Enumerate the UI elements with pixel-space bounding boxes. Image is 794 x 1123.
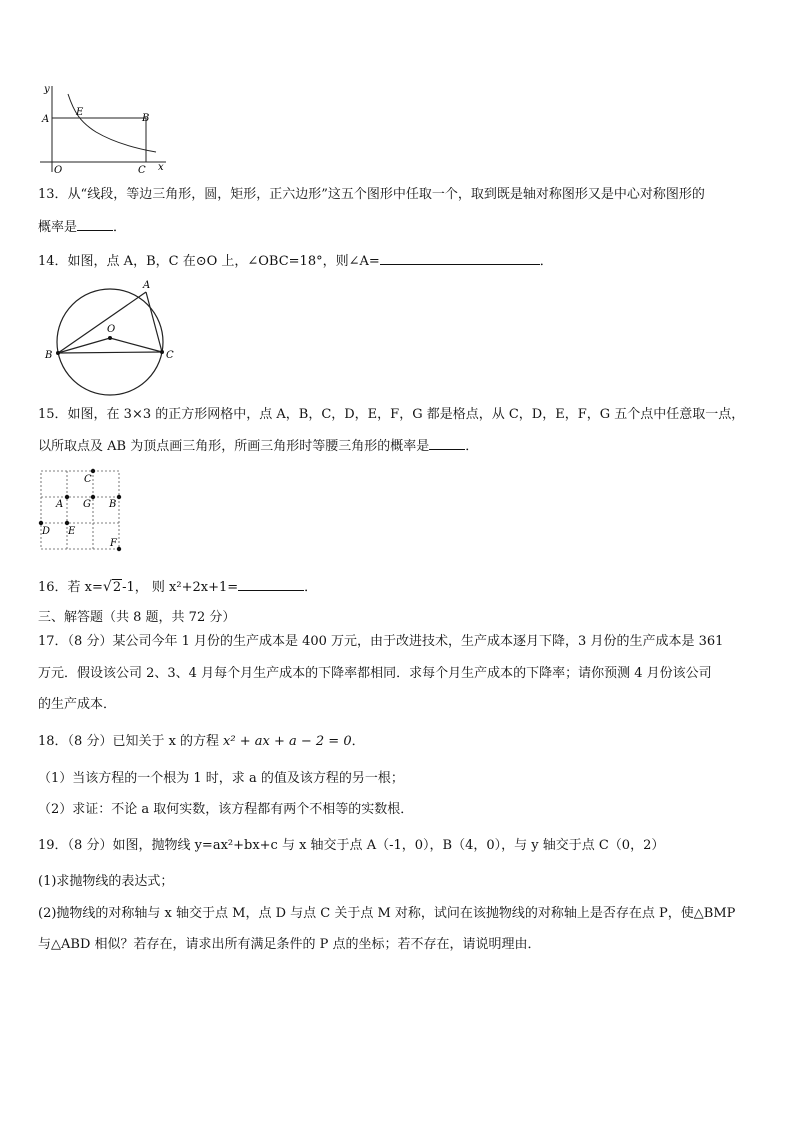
- center-O-dot: [108, 336, 112, 340]
- segment-BC: [58, 352, 162, 353]
- q16-line: 16．若 x=√2-1， 则 x²+2x+1= ．: [38, 579, 318, 595]
- point-G-dot: [91, 495, 95, 499]
- q19-part2-line1: (2)抛物线的对称轴与 x 轴交于点 M，点 D 与点 C 关于点 M 对称，试问在该抛物线的对称轴上是否存在点 P，使△BMP: [38, 906, 736, 921]
- q18-stem: 18．（8 分）已知关于 x 的方程 x² + ax + a − 2 = 0．: [38, 734, 365, 749]
- q14-point-B-label: B: [45, 350, 53, 361]
- segment-BO: [58, 338, 110, 353]
- q16-answer-blank[interactable]: [238, 578, 304, 591]
- q19-stem: 19．（8 分）如图，抛物线 y=ax²+bx+c 与 x 轴交于点 A（-1，0），B（4，0），与 y 轴交于点 C（0，2）: [38, 838, 665, 853]
- q15-line1: 15．如图，在 3×3 的正方形网格中，点 A，B，C，D，E，F，G 都是格点，从 C，D，E，F，G 五个点中任意取一点，: [38, 407, 745, 422]
- q18-part1: （1）当该方程的一个根为 1 时，求 a 的值及该方程的另一根；: [38, 771, 404, 786]
- q15-point-B-label: B: [109, 499, 117, 510]
- q17-line2: 万元．假设该公司 2、3、4 月每个月生产成本的下降率都相同．求每个月生产成本的下降率；请你预测 4 月份该公司: [38, 666, 712, 681]
- point-F-dot: [117, 547, 121, 551]
- q15-point-F-label: F: [110, 538, 117, 549]
- point-A-dot: [65, 495, 69, 499]
- point-B-dot: [56, 351, 60, 355]
- q15-point-G-label: G: [83, 499, 91, 510]
- q15-point-D-label: D: [42, 526, 51, 537]
- q17-line1: 17．（8 分）某公司今年 1 月份的生产成本是 400 万元，由于改进技术，生产成本逐月下降，3 月份的生产成本是 361: [38, 634, 724, 649]
- point-D-dot: [39, 521, 43, 525]
- point-C-dot: [91, 469, 95, 473]
- q19-part1: (1)求抛物线的表达式；: [38, 874, 174, 889]
- x-axis-label: x: [158, 162, 164, 173]
- q12-figure: [38, 82, 173, 174]
- q14-line: 14．如图，点 A，B，C 在⊙O 上，∠OBC=18°，则∠A= ．: [38, 254, 553, 269]
- point-B-dot: [117, 495, 121, 499]
- section-3-title: 三、解答题（共 8 题，共 72 分）: [38, 610, 236, 625]
- q15-figure: [36, 466, 126, 554]
- point-C-dot: [160, 350, 164, 354]
- q15-point-E-label: E: [68, 526, 76, 537]
- point-C-label: C: [138, 165, 146, 174]
- q15-point-A-label: A: [56, 499, 64, 510]
- sqrt-sign: √: [102, 579, 112, 595]
- sqrt-radicand: 2: [112, 580, 122, 595]
- segment-OC: [110, 338, 162, 352]
- q15-answer-blank[interactable]: [429, 437, 465, 450]
- y-axis-label: y: [44, 84, 50, 95]
- q13-answer-blank[interactable]: [77, 218, 113, 231]
- q17-line3: 的生产成本．: [38, 697, 117, 712]
- q14-point-O-label: O: [107, 324, 116, 335]
- q14-figure: [42, 278, 182, 396]
- point-A-label: A: [42, 114, 50, 125]
- q18-equation: x² + ax + a − 2 = 0: [223, 734, 352, 749]
- q14-point-C-label: C: [166, 350, 174, 361]
- q13-line2: 概率是 ．: [38, 220, 127, 235]
- point-B-label: B: [142, 113, 150, 124]
- q14-answer-blank[interactable]: [380, 252, 540, 265]
- q18-part2: （2）求证：不论 a 取何实数，该方程都有两个不相等的实数根．: [38, 802, 414, 817]
- point-E-dot: [65, 521, 69, 525]
- point-E-label: E: [76, 107, 84, 118]
- q13-line1: 13．从“线段，等边三角形，圆，矩形，正六边形”这五个图形中任取一个，取到既是轴对称图形又是中心对称图形的: [38, 187, 705, 202]
- grid-lines: [41, 471, 119, 549]
- q14-point-A-label: A: [143, 280, 151, 291]
- q15-line2: 以所取点及 AB 为顶点画三角形，所画三角形时等腰三角形的概率是 ．: [38, 439, 479, 454]
- q15-point-C-label: C: [84, 474, 92, 485]
- point-O-label: O: [54, 165, 63, 174]
- q19-part2-line2: 与△ABD 相似？若存在，请求出所有满足条件的 P 点的坐标；若不存在，请说明理由．: [38, 937, 541, 952]
